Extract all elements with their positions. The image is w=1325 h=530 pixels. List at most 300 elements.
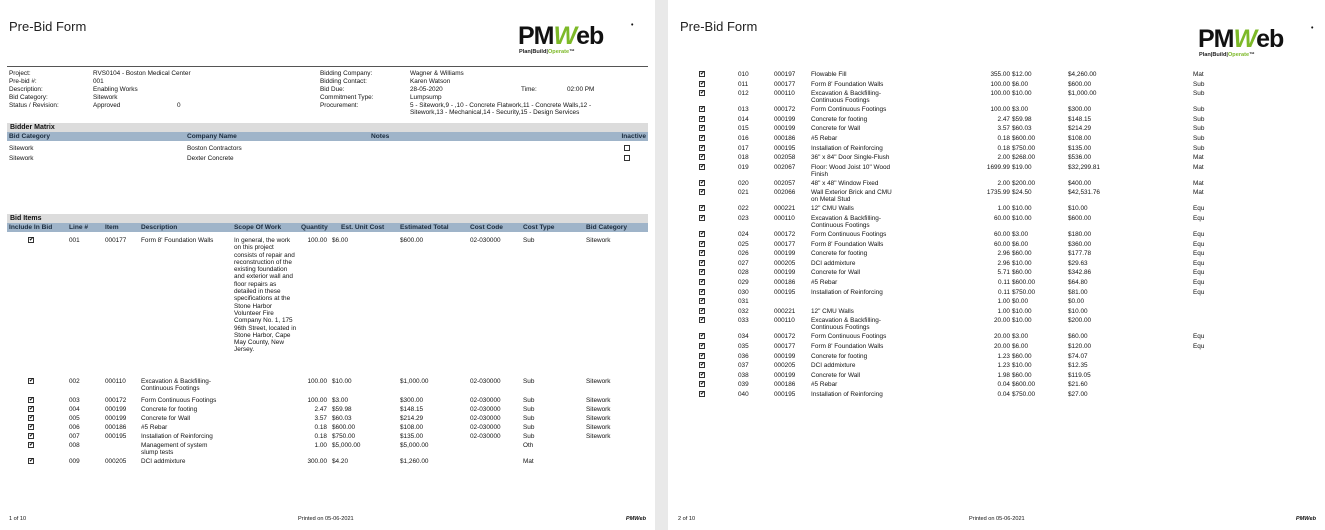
cost-type: Mat — [1193, 163, 1204, 171]
include-checkbox[interactable]: ✔ — [700, 179, 706, 186]
estimated-total: $200.00 — [1068, 317, 1092, 325]
unit-cost: $24.50 — [1012, 189, 1032, 197]
include-checkbox[interactable]: ✔ — [29, 424, 35, 430]
item-description: Wall Exterior Brick and CMU — [811, 189, 892, 197]
quantity: 2.00 — [997, 154, 1010, 162]
quantity: 5.71 — [997, 269, 1010, 277]
line-number: 014 — [738, 115, 749, 123]
item-code: 000172 — [774, 106, 796, 114]
item-description: Concrete for Wall — [811, 269, 861, 277]
cost-type: Equ — [1193, 215, 1205, 222]
procurement-value-line2: Sitework,13 - Mechanical,14 - Security,15 - Design Services — [410, 109, 580, 116]
page-1: Pre-Bid Form PMWeb • Plan|Build|Operate™ Project: RVS0104 - Boston Medical Center Pre-bid #: 001 Description: Enabling Works Bid Category: Sitework Status / Revision: Approved 0 Bidding Company: Wagner & Williams Bidding Contact: Karen Watson Bid Due: 28-05-2020 Time: 02:00 PM Commitment Type: Lumpsump Procurement: 5 - Sitework,9 - ,10 - Concrete Flatwork,11 - Concrete Walls,12 - Sitework,13 - Mechanical,14 - Security,15 - Design Services Bidder Matrix Bid Category Company Name Notes Inactive Sitework Boston Contractors Sitework Dexter Concrete Bid Items Include In Bid Line # Item Description Scope Of Work Quantity Est. Unit Cost Estimated Total Cost Code Cost Type Bid Category ✔ 001 000177 Form 8' Foundation Walls 100.00 $6.00 $600.00 02-030000 Sub Sitework In general, the work on this project consists of repair and reconstruction of the existing foundation and exterior wall and floor repairs as detailed in these specifications at the Stone Harbor Volunteer Fire Company No. 1, 175 96th Street, located in Stone Harbor, Cape May County, New Jersey. ✔ 002 000110 Excavation & Backfilling- Continuous Footings 100.00 $10.00 $1,000.00 02-030000 Sub Sitework ✔ 003 000172 Form Continuous Footings 100.00 $3.00 $300.00 02-030000 Sub Sitework ✔ 004 000199 Concrete for footing 2.47 $59.98 $148.15 02-030000 Sub Sitework ✔ 005 000199 Concrete for Wall 3.57 $60.03 $214.29 02-030000 Sub Sitework ✔ 006 000186 #5 Rebar 0.18 $600.00 $108.00 02-030000 Sub Sitework ✔ 007 000195 Installation of Reinforcing 0.18 $750.00 $135.00 02-030000 Sub Sitework ✔ 008 Management of system slump tests 1.00 $5,000.00 $5,000.00 Oth ✔ 009 000205 DCI addmixture 300.00 $4.20 $1,260.00 Mat 1 of 10 Printed on 05-06-2021 PMWeb — [0, 0, 655, 530]
estimated-total: $119.05 — [1068, 371, 1091, 379]
item-code: 000199 — [774, 371, 796, 379]
unit-cost: $750.00 — [1012, 288, 1036, 296]
include-checkbox[interactable]: ✔ — [700, 298, 706, 305]
include-checkbox[interactable]: ✔ — [700, 154, 706, 161]
item-code: 000172 — [774, 333, 796, 341]
include-checkbox[interactable]: ✔ — [700, 125, 706, 132]
item-code: 000110 — [774, 317, 795, 325]
quantity: 300.00 — [307, 458, 327, 465]
line-number: 011 — [738, 80, 749, 88]
estimated-total: $108.00 — [1068, 135, 1092, 142]
include-checkbox[interactable]: ✔ — [700, 307, 706, 314]
estimated-total: $1,260.00 — [400, 458, 429, 465]
include-checkbox[interactable]: ✔ — [700, 231, 706, 237]
include-checkbox[interactable]: ✔ — [29, 458, 35, 464]
estimated-total: $135.00 — [1068, 144, 1092, 152]
item-code: 000205 — [774, 259, 796, 267]
unit-cost: $750.00 — [1012, 144, 1036, 152]
item-code: 000186 — [774, 381, 796, 389]
estimated-total: $108.00 — [400, 424, 424, 431]
cost-type: Sub — [523, 406, 535, 413]
unit-cost: $10.00 — [1012, 259, 1032, 267]
item-code: 000177 — [774, 80, 796, 88]
bid-category: Sitework — [586, 406, 611, 413]
quantity: 100.00 — [990, 80, 1010, 88]
line-number: 035 — [738, 343, 749, 350]
item-description: Form Continuous Footings — [811, 106, 887, 114]
unit-cost: $10.00 — [1012, 215, 1032, 222]
unit-cost: $3.00 — [1012, 106, 1028, 114]
include-checkbox[interactable]: ✔ — [700, 205, 706, 212]
item-description: Installation of Reinforcing — [141, 433, 213, 440]
bid-category: Sitework — [586, 378, 611, 385]
unit-cost: $750.00 — [332, 433, 356, 440]
item-code: 000195 — [774, 288, 796, 296]
item-code: 002067 — [774, 163, 796, 171]
cost-type: Oth — [523, 442, 534, 449]
cost-type: Equ — [1193, 333, 1205, 341]
cost-type: Mat — [1193, 179, 1204, 187]
footer-brand: PMWeb — [625, 515, 646, 522]
cost-type: Sub — [1193, 135, 1205, 142]
include-checkbox[interactable]: ✔ — [700, 163, 706, 170]
estimated-total: $42,531.76 — [1068, 189, 1100, 197]
unit-cost: $268.00 — [1012, 154, 1036, 162]
unit-cost: $3.00 — [1012, 333, 1028, 341]
unit-cost: $19.00 — [1012, 163, 1032, 171]
item-description: Form 8' Foundation Walls — [811, 343, 884, 350]
item-description: #5 Rebar — [811, 279, 838, 286]
bid-category: Sitework — [586, 397, 611, 404]
unit-cost: $60.00 — [1012, 269, 1032, 277]
cost-type: Mat — [1193, 189, 1204, 197]
printed-date: Printed on 05-06-2021 — [298, 515, 354, 522]
estimated-total: $300.00 — [1068, 106, 1092, 114]
line-number: 029 — [738, 279, 749, 286]
quantity: 1.23 — [997, 362, 1010, 370]
estimated-total: $177.78 — [1068, 250, 1092, 258]
quantity: 1.00 — [997, 298, 1010, 306]
quantity: 0.04 — [997, 381, 1010, 389]
page-number: 1 of 10 — [9, 515, 27, 522]
estimated-total: $4,260.00 — [1068, 71, 1097, 78]
item-code: 000172 — [105, 397, 127, 404]
estimated-total: $27.00 — [1068, 391, 1088, 398]
cost-type: Equ — [1193, 205, 1205, 213]
bid-items-header: Include In Bid Line # Item Description Scope Of Work Quantity Est. Unit Cost Estimated Total Cost Code Cost Type Bid Category — [7, 223, 648, 232]
quantity: 20.00 — [994, 317, 1010, 325]
estimated-total: $600.00 — [1068, 80, 1092, 88]
unit-cost: $10.00 — [1012, 362, 1032, 370]
line-number: 005 — [69, 415, 80, 422]
include-checkbox[interactable]: ✔ — [29, 378, 35, 384]
quantity: 60.00 — [994, 240, 1010, 248]
line-number: 027 — [738, 259, 749, 267]
cost-type: Sub — [523, 237, 535, 244]
item-description: Excavation & Backfilling- — [811, 90, 881, 98]
printed-date: Printed on 05-06-2021 — [969, 515, 1025, 522]
inactive-checkbox[interactable] — [624, 145, 630, 151]
header-rule — [7, 66, 648, 67]
quantity: 1.00 — [997, 307, 1010, 315]
line-number: 028 — [738, 269, 749, 277]
project-value: RVS0104 - Boston Medical Center — [93, 70, 191, 77]
quantity: 20.00 — [994, 333, 1010, 341]
estimated-total: $1,000.00 — [400, 378, 429, 385]
commitment-value: Lumpsump — [410, 94, 442, 101]
line-number: 026 — [738, 250, 749, 258]
bidder-matrix-title: Bidder Matrix — [7, 123, 648, 132]
time-value: 02:00 PM — [567, 86, 595, 93]
include-checkbox[interactable]: ✔ — [29, 406, 35, 412]
cost-type: Equ — [1193, 288, 1205, 296]
item-description: #5 Rebar — [141, 424, 168, 431]
include-checkbox[interactable]: ✔ — [700, 279, 706, 285]
quantity: 0.18 — [314, 424, 327, 431]
item-description: Installation of Reinforcing — [811, 144, 883, 152]
cost-type: Equ — [1193, 231, 1205, 238]
revision-value: 0 — [177, 102, 181, 109]
item-description: Form Continuous Footings — [811, 333, 887, 341]
cost-type: Equ — [1193, 269, 1205, 277]
item-description: DCI addmixture — [811, 259, 856, 267]
unit-cost: $10.00 — [1012, 90, 1032, 98]
include-checkbox[interactable]: ✔ — [700, 250, 706, 257]
line-number: 018 — [738, 154, 749, 162]
cost-type: Mat — [1193, 71, 1204, 78]
estimated-total: $32,299.81 — [1068, 163, 1100, 171]
item-description-cont: slump tests — [141, 449, 174, 456]
line-number: 032 — [738, 307, 749, 315]
cost-code: 02-030000 — [470, 433, 501, 440]
bid-category: Sitework — [586, 415, 611, 422]
cost-type: Sub — [523, 433, 535, 440]
line-number: 015 — [738, 125, 749, 133]
line-number: 022 — [738, 205, 749, 213]
cost-type: Sub — [523, 378, 535, 385]
item-description-cont: Continuous Footings — [811, 324, 870, 332]
prebid-value: 001 — [93, 78, 104, 85]
page-title: Pre-Bid Form — [9, 19, 87, 34]
estimated-total: $214.29 — [400, 415, 424, 422]
unit-cost: $10.00 — [1012, 317, 1032, 325]
line-number: 010 — [738, 71, 749, 78]
unit-cost: $6.00 — [1012, 240, 1028, 248]
item-description: 36" x 84" Door Single-Flush — [811, 154, 890, 162]
item-code: 000177 — [774, 343, 796, 350]
bidding-contact-value: Karen Watson — [410, 78, 451, 85]
item-code: 002057 — [774, 179, 796, 187]
estimated-total: $148.15 — [1068, 115, 1092, 123]
item-code: 000199 — [105, 415, 127, 422]
item-description-cont: Continuous Footings — [811, 97, 870, 105]
quantity: 1.00 — [314, 442, 327, 449]
item-description: Concrete for Wall — [811, 371, 861, 379]
item-description: Floor: Wood Joist 10" Wood — [811, 163, 891, 171]
cost-type: Equ — [1193, 279, 1205, 286]
unit-cost: $600.00 — [332, 424, 356, 431]
cost-type: Sub — [1193, 80, 1205, 88]
cost-type: Sub — [1193, 90, 1205, 98]
unit-cost: $600.00 — [1012, 135, 1036, 142]
line-number: 025 — [738, 240, 749, 248]
quantity: 100.00 — [307, 397, 327, 404]
include-checkbox[interactable]: ✔ — [700, 135, 706, 141]
item-description: Form Continuous Footings — [141, 397, 217, 404]
unit-cost: $12.00 — [1012, 71, 1032, 78]
line-number: 008 — [69, 442, 80, 449]
page-2 — [668, 0, 1325, 530]
cost-code: 02-030000 — [470, 378, 501, 385]
item-description-cont: Finish — [811, 170, 829, 178]
item-code: 000221 — [774, 205, 796, 213]
quantity: 100.00 — [990, 90, 1010, 98]
line-number: 040 — [738, 391, 749, 398]
include-checkbox[interactable]: ✔ — [700, 144, 706, 151]
include-checkbox[interactable]: ✔ — [700, 71, 706, 77]
estimated-total: $180.00 — [1068, 231, 1092, 238]
item-description: Installation of Reinforcing — [811, 391, 883, 398]
item-code: 000205 — [774, 362, 796, 370]
quantity: 355.00 — [990, 71, 1010, 78]
include-checkbox[interactable]: ✔ — [700, 362, 706, 369]
quantity: 0.18 — [997, 135, 1010, 142]
item-description: Concrete for Wall — [141, 415, 191, 422]
inactive-checkbox[interactable] — [624, 155, 630, 161]
estimated-total: $342.86 — [1068, 269, 1092, 277]
line-number: 002 — [69, 378, 80, 385]
estimated-total: $536.00 — [1068, 154, 1092, 162]
item-description: Concrete for footing — [811, 352, 868, 360]
item-description: Form 8' Foundation Walls — [811, 80, 884, 88]
cost-code: 02-030000 — [470, 237, 501, 244]
include-checkbox[interactable]: ✔ — [700, 391, 706, 397]
quantity: 60.00 — [994, 231, 1010, 238]
footer-brand: PMWeb — [1295, 515, 1316, 522]
line-number: 017 — [738, 144, 749, 152]
item-code: 000195 — [774, 391, 796, 398]
estimated-total: $74.07 — [1068, 352, 1088, 360]
quantity: 2.47 — [314, 406, 327, 413]
quantity: 3.57 — [314, 415, 327, 422]
estimated-total: $135.00 — [400, 433, 424, 440]
include-checkbox[interactable]: ✔ — [700, 240, 706, 247]
line-number: 021 — [738, 189, 749, 197]
include-checkbox[interactable]: ✔ — [700, 269, 706, 276]
item-code: 000199 — [774, 352, 796, 360]
cost-code: 02-030000 — [470, 424, 501, 431]
cost-type: Equ — [1193, 259, 1205, 267]
bid-category: Sitework — [586, 424, 611, 431]
item-description-cont: on Metal Stud — [811, 196, 851, 204]
unit-cost: $10.00 — [332, 378, 352, 385]
unit-cost: $60.03 — [332, 415, 352, 422]
item-code: 000205 — [105, 458, 127, 465]
line-number: 013 — [738, 106, 749, 114]
line-number: 012 — [738, 90, 749, 98]
quantity: 1699.99 — [986, 163, 1010, 171]
item-code: 000110 — [105, 378, 126, 385]
item-description: #5 Rebar — [811, 135, 838, 142]
item-description-cont: Continuous Footings — [141, 385, 200, 392]
estimated-total: $29.63 — [1068, 259, 1088, 267]
cost-type: Mat — [523, 458, 534, 465]
pmweb-logo: PMWeb • Plan|Build|Operate™ — [1198, 25, 1314, 58]
line-number: 039 — [738, 381, 749, 389]
line-number: 038 — [738, 371, 749, 379]
include-checkbox[interactable]: ✔ — [700, 343, 706, 349]
unit-cost: $59.98 — [332, 406, 352, 413]
item-code: 000186 — [774, 135, 796, 142]
item-description: Concrete for footing — [811, 115, 868, 123]
unit-cost: $59.98 — [1012, 115, 1032, 123]
estimated-total: $120.00 — [1068, 343, 1092, 350]
include-checkbox[interactable]: ✔ — [700, 381, 706, 388]
estimated-total: $60.00 — [1068, 333, 1088, 341]
include-checkbox[interactable]: ✔ — [700, 333, 706, 340]
unit-cost: $3.00 — [332, 397, 348, 404]
item-description: Flowable Fill — [811, 71, 847, 78]
quantity: 0.11 — [998, 279, 1010, 286]
estimated-total: $0.00 — [1068, 298, 1084, 306]
include-checkbox[interactable]: ✔ — [29, 442, 35, 448]
unit-cost: $6.00 — [1012, 80, 1028, 88]
item-code: 002058 — [774, 154, 796, 162]
item-description: #5 Rebar — [811, 381, 838, 389]
include-checkbox[interactable]: ✔ — [700, 259, 706, 266]
unit-cost: $600.00 — [1012, 279, 1036, 286]
bidder-matrix-header: Bid Category Company Name Notes Inactive — [9, 133, 646, 140]
estimated-total: $300.00 — [400, 397, 424, 404]
item-code: 000110 — [774, 215, 795, 222]
item-code: 000177 — [774, 240, 796, 248]
cost-type: Equ — [1193, 240, 1205, 248]
item-code: 000186 — [774, 279, 796, 286]
item-description: Form 8' Foundation Walls — [811, 240, 884, 248]
include-checkbox[interactable]: ✔ — [29, 415, 35, 421]
include-checkbox[interactable]: ✔ — [700, 288, 706, 295]
item-description: Installation of Reinforcing — [811, 288, 883, 296]
unit-cost: $0.00 — [1012, 298, 1028, 306]
item-code: 000197 — [774, 71, 796, 78]
estimated-total: $214.29 — [1068, 125, 1092, 133]
include-checkbox[interactable]: ✔ — [700, 189, 706, 196]
include-checkbox[interactable]: ✔ — [29, 237, 35, 243]
procurement-value-line1: 5 - Sitework,9 - ,10 - Concrete Flatwork,11 - Concrete Walls,12 - — [410, 102, 592, 109]
include-checkbox[interactable]: ✔ — [700, 352, 706, 359]
line-number: 031 — [738, 298, 749, 306]
include-checkbox[interactable]: ✔ — [700, 317, 706, 324]
bid-category: Sitework — [586, 433, 611, 440]
pmweb-logo: PMWeb • Plan|Build|Operate™ — [518, 22, 634, 55]
page-title: Pre-Bid Form — [680, 19, 758, 34]
estimated-total: $600.00 — [1068, 215, 1092, 222]
cost-type: Equ — [1193, 343, 1205, 350]
include-checkbox[interactable]: ✔ — [700, 80, 706, 87]
quantity: 2.47 — [997, 115, 1010, 123]
cost-type: Sub — [1193, 115, 1205, 123]
unit-cost: $5,000.00 — [332, 442, 361, 449]
item-code: 000199 — [774, 250, 796, 258]
quantity: 1.00 — [997, 205, 1010, 213]
scope-of-work: In general, the work on this project consists of repair and reconstruction of the existing foundation and exterior wall and floor repairs as detailed in these specifications at the Stone Harbor Volunteer Fire Company No. 1, 175 96th Street, located in Stone Harbor, Cape May County, New Jersey. — [234, 237, 297, 354]
estimated-total: $360.00 — [1068, 240, 1092, 248]
estimated-total: $64.80 — [1068, 279, 1088, 286]
unit-cost: $600.00 — [1012, 381, 1036, 389]
quantity: 2.00 — [997, 179, 1010, 187]
line-number: 036 — [738, 352, 749, 360]
cost-code: 02-030000 — [470, 397, 501, 404]
unit-cost: $60.00 — [1012, 352, 1032, 360]
bid-category: Sitework — [586, 237, 611, 244]
status-value: Approved — [93, 102, 121, 109]
include-checkbox[interactable]: ✔ — [29, 397, 35, 403]
item-code: 000199 — [774, 115, 796, 123]
cost-code: 02-030000 — [470, 406, 501, 413]
line-number: 003 — [69, 397, 80, 404]
line-number: 037 — [738, 362, 749, 370]
include-checkbox[interactable]: ✔ — [700, 90, 706, 97]
page-number: 2 of 10 — [678, 515, 696, 522]
quantity: 0.18 — [314, 433, 327, 440]
estimated-total: $600.00 — [400, 237, 424, 244]
include-checkbox[interactable]: ✔ — [700, 106, 706, 113]
item-description: Management of system — [141, 442, 208, 449]
item-description: DCI addmixture — [141, 458, 186, 465]
estimated-total: $10.00 — [1068, 307, 1088, 315]
cost-type: Sub — [1193, 125, 1205, 133]
item-description: Excavation & Backfilling- — [811, 215, 881, 222]
include-checkbox[interactable]: ✔ — [29, 433, 35, 439]
line-number: 033 — [738, 317, 749, 325]
item-code: 000199 — [774, 269, 796, 277]
item-code: 000199 — [105, 406, 127, 413]
item-description: Concrete for footing — [141, 406, 198, 413]
item-code: 000195 — [105, 433, 127, 440]
include-checkbox[interactable]: ✔ — [700, 215, 706, 221]
estimated-total: $400.00 — [1068, 179, 1092, 187]
include-checkbox[interactable]: ✔ — [700, 371, 706, 378]
line-number: 001 — [69, 237, 80, 244]
item-description: 48" x 48" Window Fixed — [811, 179, 879, 187]
include-checkbox[interactable]: ✔ — [700, 115, 706, 122]
cost-type: Sub — [1193, 106, 1205, 114]
quantity: 2.96 — [997, 250, 1010, 258]
item-description: Form 8' Foundation Walls — [141, 237, 214, 244]
unit-cost: $200.00 — [1012, 179, 1036, 187]
item-code: 000177 — [105, 237, 127, 244]
quantity: 0.18 — [997, 144, 1010, 152]
quantity: 100.00 — [990, 106, 1010, 114]
unit-cost: $3.00 — [1012, 231, 1028, 238]
unit-cost: $6.00 — [332, 237, 348, 244]
line-number: 030 — [738, 288, 749, 296]
item-code: 002066 — [774, 189, 796, 197]
